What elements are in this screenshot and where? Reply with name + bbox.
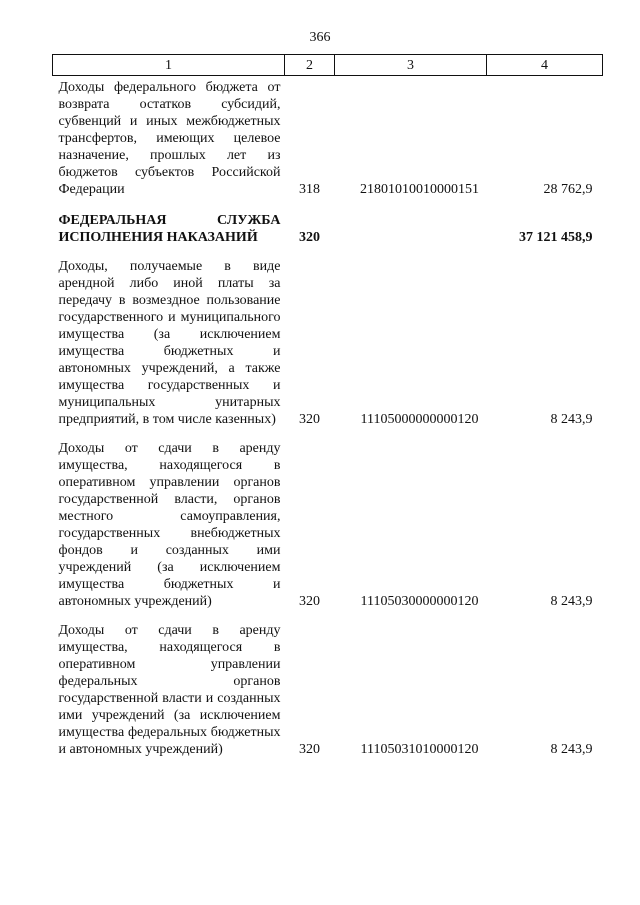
header-col-4: 4 [487, 55, 603, 76]
row-kbk [335, 202, 487, 250]
table-body [53, 76, 603, 763]
row-admin-code: 318 [299, 182, 320, 197]
row-amount: 37 121 458,9 [519, 230, 593, 245]
row-admin-code: 320 [299, 594, 320, 609]
row-admin-code: 320 [299, 412, 320, 427]
row-kbk: 11105030000000120 [360, 594, 479, 609]
page-number: 366 [309, 30, 331, 45]
header-col-2: 2 [285, 55, 335, 76]
row-amount: 28 762,9 [543, 182, 593, 197]
table-row [53, 614, 603, 762]
header-col-3: 3 [335, 55, 487, 76]
header-col-1: 1 [53, 55, 285, 76]
row-amount: 8 243,9 [550, 412, 593, 427]
row-name: ФЕДЕРАЛЬНАЯ СЛУЖБА ИСПОЛНЕНИЯ НАКАЗАНИЙ [58, 213, 281, 245]
table-row-section [53, 202, 603, 250]
table-row [53, 250, 603, 432]
row-amount: 8 243,9 [550, 742, 593, 757]
row-name: Доходы от сдачи в аренду имущества, находящегося в оперативном управлении органов государственной власти, органов местного самоуправления, государственных внебюджетных фондов и созданных ими учреждений (за исключением имущества бюджетных и автономных учреждений) [58, 441, 281, 609]
row-name: Доходы, получаемые в виде арендной либо иной платы за передачу в возмездное пользование государственного и муниципального имущества (за исключением имущества бюджетных и автономных учреждений, а также имущества государственных и муниципальных унитарных предприятий, в том числе казенных) [58, 259, 281, 427]
row-admin-code: 320 [299, 230, 320, 245]
table-row [53, 432, 603, 614]
table-header [53, 55, 603, 76]
revenue-table [52, 54, 603, 762]
row-admin-code: 320 [299, 742, 320, 757]
row-kbk: 11105031010000120 [360, 742, 479, 757]
header-row [53, 55, 603, 76]
row-amount: 8 243,9 [550, 594, 593, 609]
row-name: Доходы федерального бюджета от возврата остатков субсидий, субвенций и иных межбюджетных трансфертов, имеющих целевое назначение, прошлых лет из бюджетов субъектов Российской Федерации [58, 80, 281, 197]
row-kbk: 11105000000000120 [360, 412, 479, 427]
row-name: Доходы от сдачи в аренду имущества, находящегося в оперативном управлении федеральных органов государственной власти и созданных ими учреждений (за исключением имущества федеральных бюджетных и автономных учреждений) [58, 623, 281, 757]
table-row [53, 76, 603, 203]
row-kbk: 21801010010000151 [360, 182, 479, 197]
